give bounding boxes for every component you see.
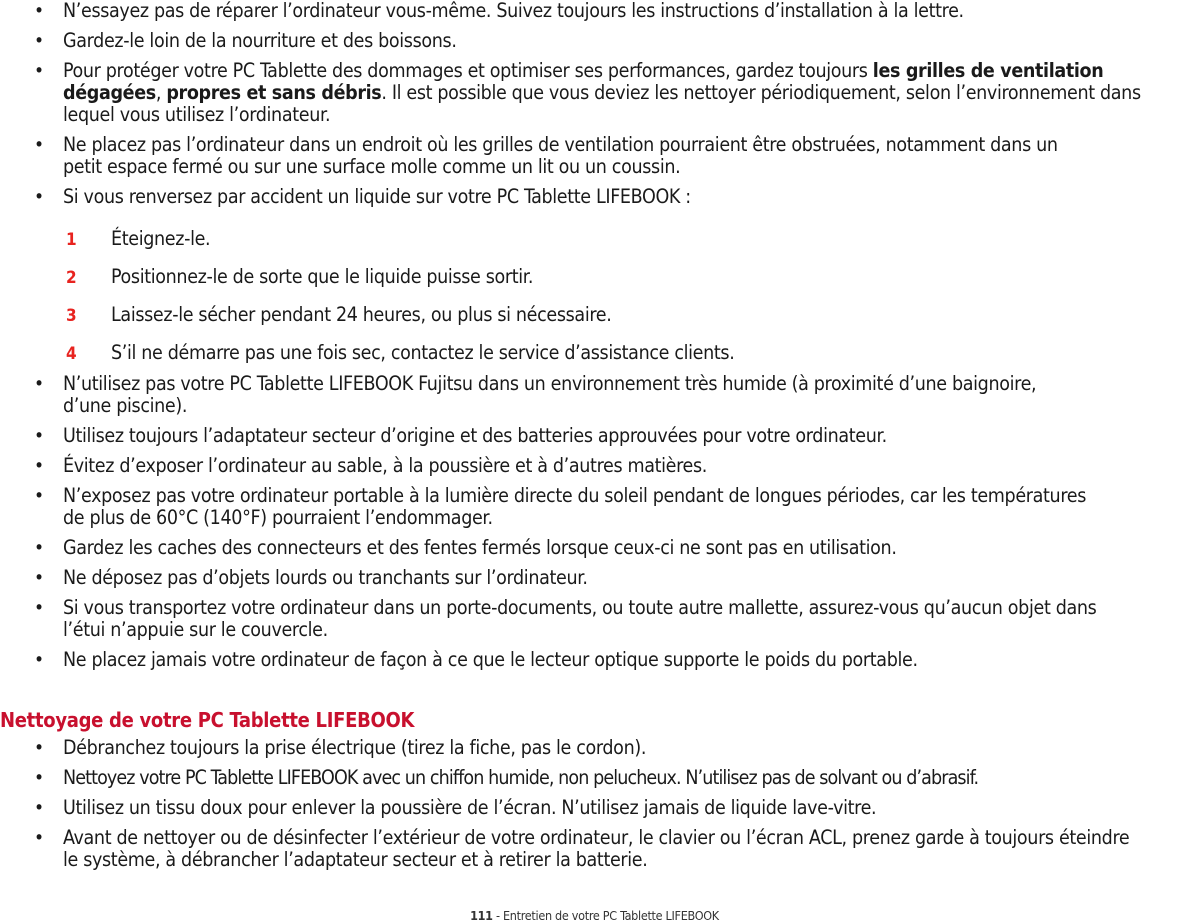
section-heading: Nettoyage de votre PC Tablette LIFEBOOK <box>0 708 415 732</box>
list-item-text: Gardez les caches des connecteurs et des fentes fermés lorsque ceux-ci ne sont pas en utilisation. <box>63 536 897 559</box>
bullet-icon: • <box>34 827 44 849</box>
step-number: 3 <box>66 306 77 326</box>
list-item-text: Utilisez un tissu doux pour enlever la poussière de l’écran. N’utilisez jamais de liquide lave-vitre. <box>63 796 877 819</box>
bullet-icon: • <box>34 134 44 156</box>
list-item-text: Si vous renversez par accident un liquide sur votre PC Tablette LIFEBOOK : <box>63 185 691 208</box>
bullet-icon: • <box>34 485 44 507</box>
list-item <box>0 425 1189 447</box>
list-item-text: N’exposez pas votre ordinateur portable à la lumière directe du soleil pendant de longues périodes, car les températures de plus de 60°C (140°F) pourraient l’endommager. <box>63 484 1086 529</box>
numbered-steps <box>0 226 1189 378</box>
list-item <box>0 567 1189 589</box>
step-number: 1 <box>66 230 77 250</box>
list-item <box>0 30 1189 52</box>
list-item-text: Si vous transportez votre ordinateur dans un porte-documents, ou toute autre mallette, assurez-vous qu’aucun objet dans l’étui n’appuie sur le couvercle. <box>63 596 1097 641</box>
list-item-text: Débranchez toujours la prise électrique (tirez la fiche, pas le cordon). <box>63 736 647 759</box>
bullet-icon: • <box>34 567 44 589</box>
bullet-icon: • <box>34 425 44 447</box>
list-item-text: Évitez d’exposer l’ordinateur au sable, à la poussière et à d’autres matières. <box>63 454 707 477</box>
list-item-text: Utilisez toujours l’adaptateur secteur d’origine et des batteries approuvées pour votre ordinateur. <box>63 424 887 447</box>
list-item-text: Gardez-le loin de la nourriture et des boissons. <box>63 29 457 52</box>
bullet-icon: • <box>34 537 44 559</box>
step-item <box>0 302 1189 340</box>
bullet-icon: • <box>34 767 44 789</box>
list-item-text: Ne déposez pas d’objets lourds ou tranchants sur l’ordinateur. <box>63 566 588 589</box>
bullet-icon: • <box>34 649 44 671</box>
list-item-text: N’utilisez pas votre PC Tablette LIFEBOOK Fujitsu dans un environnement très humide (à proximité d’une baignoire, d’une piscine). <box>63 372 1037 417</box>
step-item <box>0 264 1189 302</box>
step-item <box>0 226 1189 264</box>
list-item <box>0 373 1189 417</box>
list-item-emphasis: les grilles de ventilation dégagées <box>63 59 1104 104</box>
list-item <box>0 597 1189 641</box>
bullet-icon: • <box>34 737 44 759</box>
bullet-icon: • <box>34 373 44 395</box>
list-item <box>0 134 1189 178</box>
step-text: Éteignez-le. <box>111 227 211 250</box>
bullet-list-cleaning <box>0 737 1189 879</box>
list-item-text-mid: , <box>155 81 167 104</box>
bullet-list-precautions <box>0 0 1189 216</box>
list-item <box>0 767 1189 789</box>
list-item-text-start: Pour protéger votre PC Tablette des dommages et optimiser ses performances, gardez toujours <box>63 59 873 82</box>
list-item <box>0 797 1189 819</box>
bullet-list-environment <box>0 373 1189 679</box>
list-item <box>0 0 1189 22</box>
step-text: S’il ne démarre pas une fois sec, contactez le service d’assistance clients. <box>111 341 735 364</box>
step-number: 4 <box>66 344 77 364</box>
list-item <box>0 737 1189 759</box>
list-item <box>0 455 1189 477</box>
list-item-text: N’essayez pas de réparer l’ordinateur vous-même. Suivez toujours les instructions d’installation à la lettre. <box>63 0 964 22</box>
list-item <box>0 537 1189 559</box>
step-text: Positionnez-le de sorte que le liquide puisse sortir. <box>111 265 534 288</box>
list-item-text: Ne placez pas l’ordinateur dans un endroit où les grilles de ventilation pourraient être obstruées, notamment dans un petit espace fermé ou sur une surface molle comme un lit ou un coussin. <box>63 133 1058 178</box>
page-number: 111 <box>470 908 493 923</box>
bullet-icon: • <box>34 597 44 619</box>
bullet-icon: • <box>34 455 44 477</box>
list-item-text-end: . Il est possible que vous deviez les nettoyer périodiquement, selon l’environnement dans lequel vous utilisez l’ordinateur. <box>63 81 1141 126</box>
bullet-icon: • <box>34 797 44 819</box>
list-item-text: Nettoyez votre PC Tablette LIFEBOOK avec un chiffon humide, non pelucheux. N’utilisez pas de solvant ou d’abrasif. <box>63 766 979 789</box>
list-item-text: Avant de nettoyer ou de désinfecter l’extérieur de votre ordinateur, le clavier ou l’écran ACL, prenez garde à toujours éteindre le système, à débrancher l’adaptateur secteur et à retirer la batterie. <box>63 826 1130 871</box>
list-item <box>0 827 1189 871</box>
list-item <box>0 485 1189 529</box>
list-item <box>0 186 1189 208</box>
list-item <box>0 60 1189 126</box>
footer-title: Entretien de votre PC Tablette LIFEBOOK <box>503 908 719 923</box>
page-footer <box>0 908 1189 923</box>
list-item-emphasis: propres et sans débris <box>166 81 382 104</box>
step-number: 2 <box>66 268 77 288</box>
bullet-icon: • <box>34 0 44 22</box>
step-text: Laissez-le sécher pendant 24 heures, ou plus si nécessaire. <box>111 303 612 326</box>
list-item-text: Ne placez jamais votre ordinateur de façon à ce que le lecteur optique supporte le poids du portable. <box>63 648 918 671</box>
bullet-icon: • <box>34 30 44 52</box>
bullet-icon: • <box>34 60 44 82</box>
bullet-icon: • <box>34 186 44 208</box>
list-item <box>0 649 1189 671</box>
footer-separator: - <box>492 908 503 923</box>
